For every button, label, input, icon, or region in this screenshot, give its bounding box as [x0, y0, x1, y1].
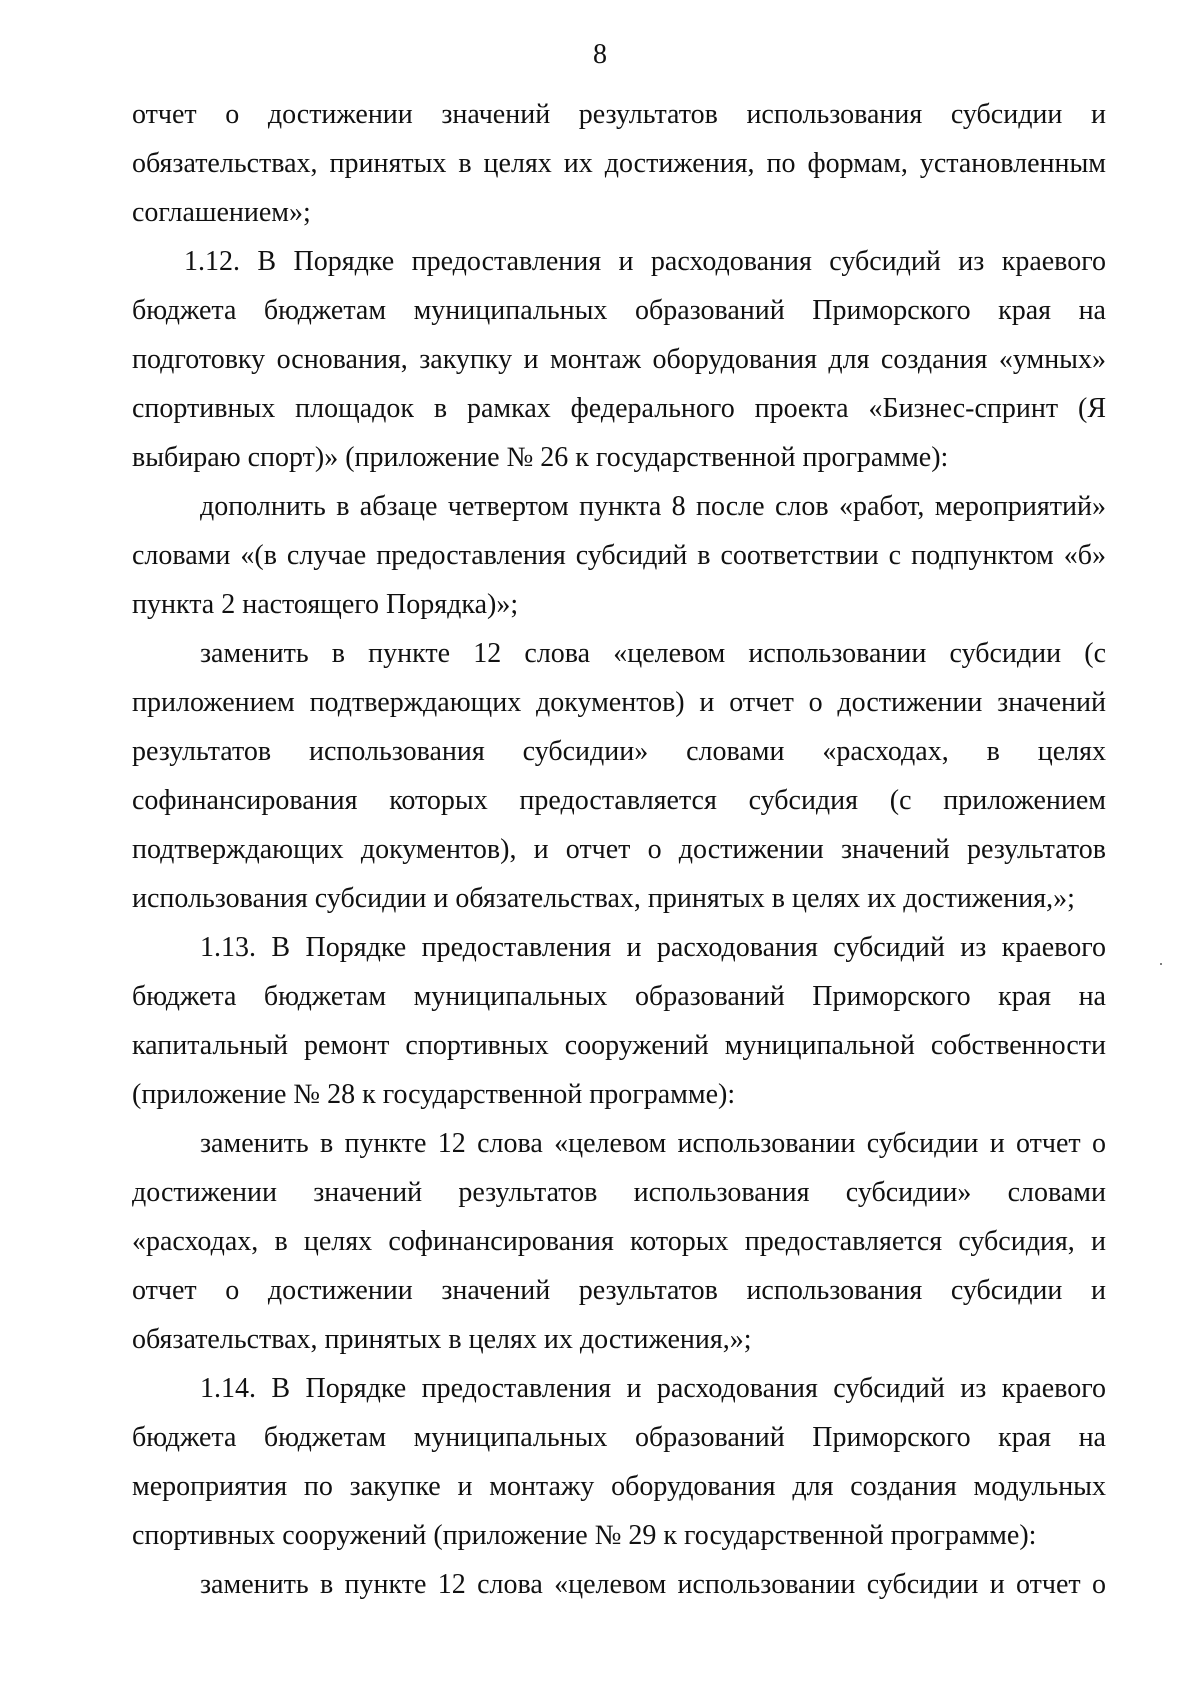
page-number: 8 [593, 39, 607, 70]
text-line: словами «(в случае предоставления субсидий в соответствии с подпунктом «б» [132, 540, 1106, 571]
text-line: мероприятия по закупке и монтажу оборудования для создания модульных [132, 1471, 1106, 1502]
text-line: приложением подтверждающих документов) и отчет о достижении значений [132, 687, 1106, 718]
paragraph-amendment-replace [132, 1119, 1106, 1364]
paragraph-continuation [132, 90, 1106, 237]
text-line: пункта 2 настоящего Порядка)»; [132, 589, 519, 620]
paragraph-item-1-13 [132, 923, 1106, 1119]
text-line: (приложение № 28 к государственной программе): [132, 1079, 736, 1110]
text-line: использования субсидии и обязательствах, принятых в целях их достижения,»; [132, 883, 1075, 914]
text-line: заменить в пункте 12 слова «целевом использовании субсидии (с [200, 638, 1106, 669]
scan-speck [1160, 963, 1162, 965]
text-line: подтверждающих документов), и отчет о достижении значений результатов [132, 834, 1106, 865]
text-line: «расходах, в целях софинансирования которых предоставляется субсидия, и [132, 1226, 1106, 1257]
text-line: результатов использования субсидии» словами «расходах, в целях [132, 736, 1106, 767]
text-line: спортивных сооружений (приложение № 29 к государственной программе): [132, 1520, 1037, 1551]
paragraph-item-1-14 [132, 1364, 1106, 1560]
text-line: достижении значений результатов использования субсидии» словами [132, 1177, 1106, 1208]
text-line: заменить в пункте 12 слова «целевом использовании субсидии и отчет о [200, 1128, 1106, 1159]
text-line: подготовку основания, закупку и монтаж оборудования для создания «умных» [132, 344, 1106, 375]
text-line: заменить в пункте 12 слова «целевом использовании субсидии и отчет о [200, 1569, 1106, 1600]
text-line: обязательствах, принятых в целях их достижения, по формам, установленным [132, 148, 1106, 179]
text-line: соглашением»; [132, 197, 311, 228]
text-line: 1.13. В Порядке предоставления и расходования субсидий из краевого [200, 932, 1106, 963]
text-line: отчет о достижении значений результатов использования субсидии и [132, 99, 1106, 130]
text-line: 1.12. В Порядке предоставления и расходования субсидий из краевого [184, 246, 1106, 277]
paragraph-amendment-add [132, 482, 1106, 629]
text-line: бюджета бюджетам муниципальных образований Приморского края на [132, 295, 1106, 326]
text-line: выбираю спорт)» (приложение № 26 к государственной программе): [132, 442, 949, 473]
text-line: дополнить в абзаце четвертом пункта 8 после слов «работ, мероприятий» [200, 491, 1106, 522]
text-line: отчет о достижении значений результатов использования субсидии и [132, 1275, 1106, 1306]
document-body [132, 90, 1106, 1609]
text-line: бюджета бюджетам муниципальных образований Приморского края на [132, 981, 1106, 1012]
text-line: софинансирования которых предоставляется субсидия (с приложением [132, 785, 1106, 816]
text-line: спортивных площадок в рамках федерального проекта «Бизнес-спринт (Я [132, 393, 1106, 424]
text-line: капитальный ремонт спортивных сооружений муниципальной собственности [132, 1030, 1106, 1061]
text-line: бюджета бюджетам муниципальных образований Приморского края на [132, 1422, 1106, 1453]
text-line: 1.14. В Порядке предоставления и расходования субсидий из краевого [200, 1373, 1106, 1404]
text-line: обязательствах, принятых в целях их достижения,»; [132, 1324, 752, 1355]
paragraph-amendment-replace [132, 1560, 1106, 1609]
paragraph-item-1-12 [132, 237, 1106, 482]
paragraph-amendment-replace [132, 629, 1106, 923]
